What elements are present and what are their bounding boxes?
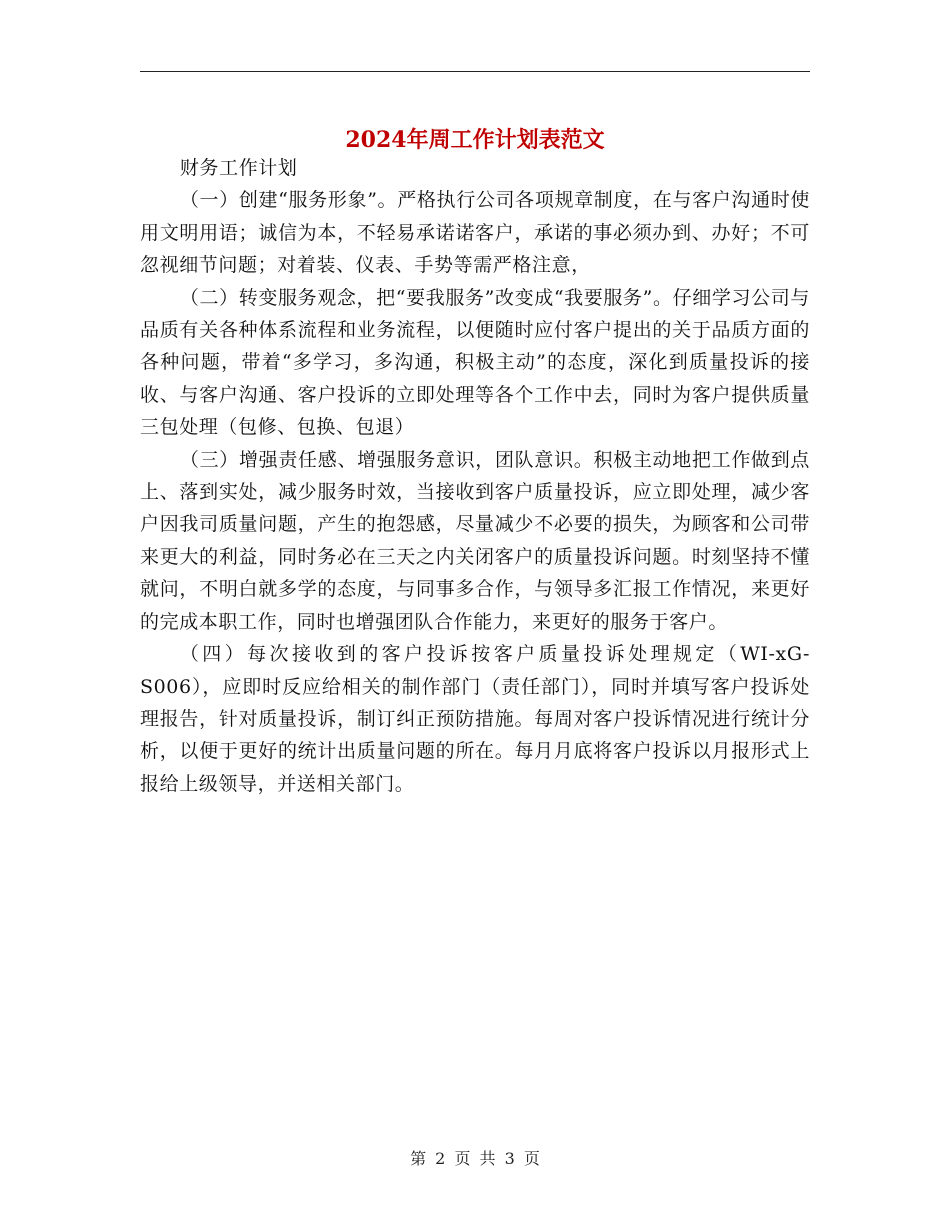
section-heading: 财务工作计划: [179, 157, 298, 179]
document-body: [140, 152, 810, 800]
header-rule: [140, 71, 810, 72]
document-title: 2024年周工作计划表范文: [345, 126, 605, 153]
paragraph-1: （一）创建“服务形象”。严格执行公司各项规章制度，在与客户沟通时使用文明用语；诚信为本，不轻易承诺诺客户，承诺的事必须办到、办好；不可忽视细节问题；对着装、仪表、手势等需严格注意，: [140, 189, 810, 277]
paragraph-3: （三）增强责任感、增强服务意识，团队意识。积极主动地把工作做到点上、落到实处，减少服务时效，当接收到客户质量投诉，应立即处理，减少客户因我司质量问题，产生的抱怨感，尽量减少不必要的损失，为顾客和公司带来更大的利益，同时务必在三天之内关闭客户的质量投诉问题。时刻坚持不懂就问，不明白就多学的态度，与同事多合作，与领导多汇报工作情况，来更好的完成本职工作，同时也增强团队合作能力，来更好的服务于客户。: [140, 448, 810, 633]
page-footer: 第 2 页 共 3 页: [410, 1149, 540, 1168]
paragraph-4: （四）每次接收到的客户投诉按客户质量投诉处理规定（WI-xG-S006），应即时反应给相关的制作部门（责任部门），同时并填写客户投诉处理报告，针对质量投诉，制订纠正预防措施。每周对客户投诉情况进行统计分析，以便于更好的统计出质量问题的所在。每月月底将客户投诉以月报形式上报给上级领导，并送相关部门。: [140, 643, 810, 795]
paragraph-2: （二）转变服务观念，把“要我服务”改变成“我要服务”。仔细学习公司与品质有关各种体系流程和业务流程，以便随时应付客户提出的关于品质方面的各种问题，带着“多学习，多沟通，积极主动”的态度，深化到质量投诉的接收、与客户沟通、客户投诉的立即处理等各个工作中去，同时为客户提供质量三包处理（包修、包换、包退）: [140, 286, 810, 439]
